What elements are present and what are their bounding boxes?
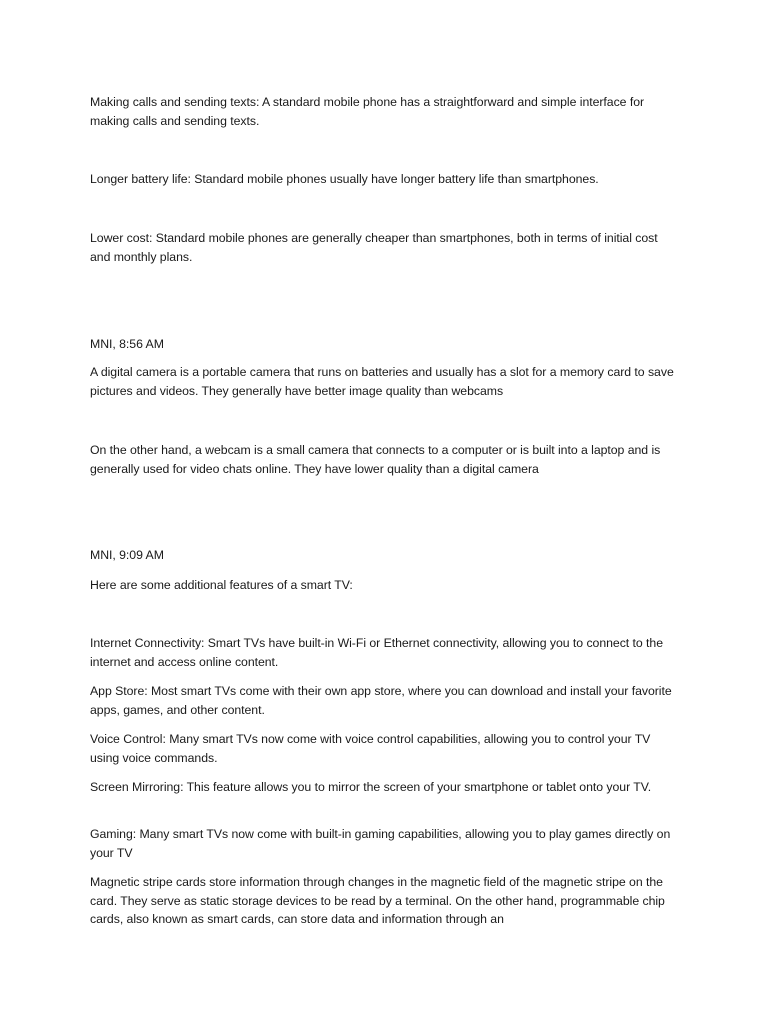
paragraph-magnetic-stripe: Magnetic stripe cards store information through changes in the magnetic field of the magnetic stripe on the card. They serve as static storage devices to be read by a terminal. On the other hand, programmable chip cards, also known as smart cards, can store data and information through an [90, 875, 665, 926]
paragraph-battery-life: Longer battery life: Standard mobile phones usually have longer battery life than smartphones. [90, 172, 599, 186]
timestamp-909: MNI, 9:09 AM [90, 548, 164, 562]
paragraph-internet-connectivity: Internet Connectivity: Smart TVs have built-in Wi-Fi or Ethernet connectivity, allowing you to connect to the internet and access online content. [90, 636, 663, 669]
paragraph-app-store: App Store: Most smart TVs come with their own app store, where you can download and install your favorite apps, games, and other content. [90, 684, 672, 717]
paragraph-digital-camera: A digital camera is a portable camera that runs on batteries and usually has a slot for a memory card to save pictures and videos. They generally have better image quality than webcams [90, 365, 674, 398]
paragraph-webcam: On the other hand, a webcam is a small camera that connects to a computer or is built into a laptop and is generally used for video chats online. They have lower quality than a digital camera [90, 443, 661, 476]
timestamp-856: MNI, 8:56 AM [90, 337, 164, 351]
paragraph-lower-cost: Lower cost: Standard mobile phones are generally cheaper than smartphones, both in terms of initial cost and monthly plans. [90, 231, 658, 264]
paragraph-voice-control: Voice Control: Many smart TVs now come with voice control capabilities, allowing you to control your TV using voice commands. [90, 732, 651, 765]
paragraph-calls-texts: Making calls and sending texts: A standard mobile phone has a straightforward and simple interface for making calls and sending texts. [90, 95, 645, 128]
paragraph-smart-tv-intro: Here are some additional features of a smart TV: [90, 578, 353, 592]
paragraph-screen-mirroring: Screen Mirroring: This feature allows you to mirror the screen of your smartphone or tablet onto your TV. [90, 780, 652, 794]
paragraph-gaming: Gaming: Many smart TVs now come with built-in gaming capabilities, allowing you to play games directly on your TV [90, 827, 671, 860]
